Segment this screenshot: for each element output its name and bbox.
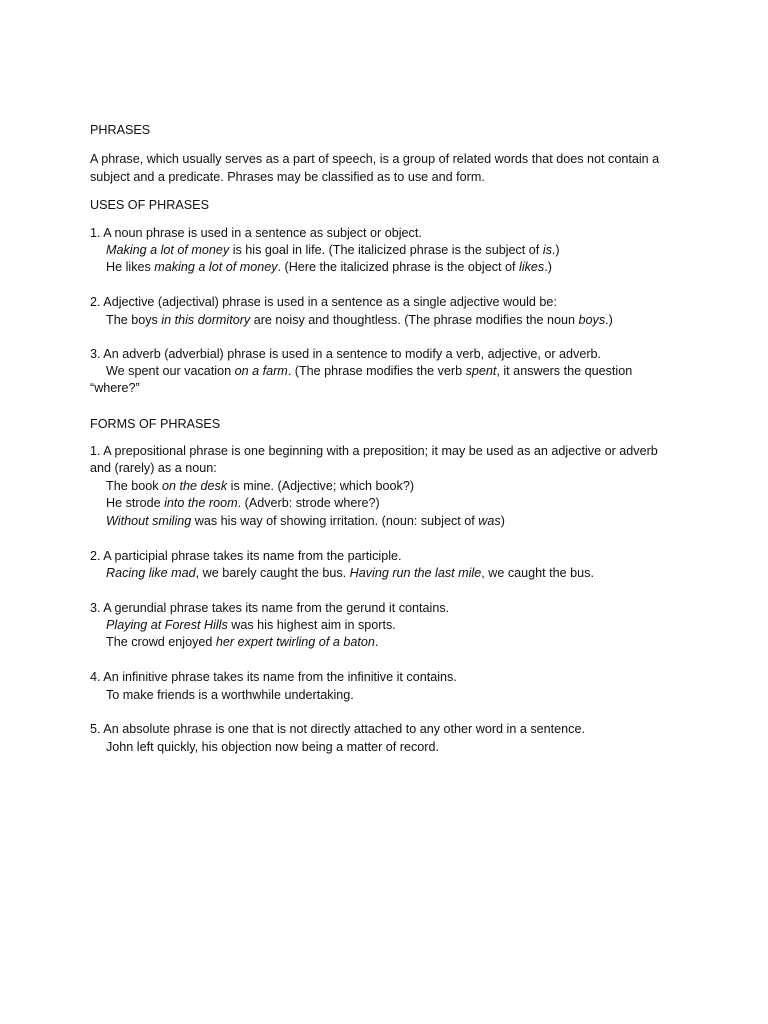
- uses-item-1-example-1: Making a lot of money is his goal in life. (The italicized phrase is the subject of is.): [106, 243, 560, 257]
- forms-item-4-example: To make friends is a worthwhile undertaking.: [106, 688, 354, 702]
- forms-item-2: 2. A participial phrase takes its name from the participle.: [90, 549, 402, 563]
- intro-line-2: subject and a predicate. Phrases may be classified as to use and form.: [90, 170, 485, 184]
- forms-item-4: 4. An infinitive phrase takes its name from the infinitive it contains.: [90, 670, 457, 684]
- forms-item-1-line-2: and (rarely) as a noun:: [90, 461, 217, 475]
- uses-item-3-example-cont: “where?”: [90, 381, 140, 395]
- uses-item-3: 3. An adverb (adverbial) phrase is used in a sentence to modify a verb, adjective, or adverb.: [90, 347, 602, 361]
- forms-item-3: 3. A gerundial phrase takes its name from the gerund it contains.: [90, 601, 450, 615]
- forms-item-1-example-2: He strode into the room. (Adverb: strode where?): [106, 496, 380, 510]
- forms-item-1-example-1: The book on the desk is mine. (Adjective; which book?): [106, 479, 415, 493]
- forms-item-1-line-1: 1. A prepositional phrase is one beginning with a preposition; it may be used as an adjective or adverb: [90, 444, 658, 458]
- uses-item-1: 1. A noun phrase is used in a sentence as subject or object.: [90, 226, 422, 240]
- uses-item-2-example: The boys in this dormitory are noisy and thoughtless. (The phrase modifies the noun boys.): [106, 313, 613, 327]
- forms-item-2-example: Racing like mad, we barely caught the bus. Having run the last mile, we caught the bus.: [106, 566, 594, 580]
- uses-heading: USES OF PHRASES: [90, 198, 209, 212]
- forms-item-5-example: John left quickly, his objection now being a matter of record.: [106, 740, 439, 754]
- intro-line-1: A phrase, which usually serves as a part of speech, is a group of related words that does not contain a: [90, 152, 660, 166]
- document-title: PHRASES: [90, 123, 151, 137]
- forms-item-3-example-2: The crowd enjoyed her expert twirling of a baton.: [106, 635, 379, 649]
- forms-item-3-example-1: Playing at Forest Hills was his highest aim in sports.: [106, 618, 396, 632]
- uses-item-1-example-2: He likes making a lot of money. (Here the italicized phrase is the object of likes.): [106, 260, 552, 274]
- forms-item-5: 5. An absolute phrase is one that is not directly attached to any other word in a sentence.: [90, 722, 585, 736]
- uses-item-3-example: We spent our vacation on a farm. (The phrase modifies the verb spent, it answers the question: [106, 364, 633, 378]
- forms-item-1-example-3: Without smiling was his way of showing irritation. (noun: subject of was): [106, 514, 505, 528]
- uses-item-2: 2. Adjective (adjectival) phrase is used in a sentence as a single adjective would be:: [90, 295, 557, 309]
- forms-heading: FORMS OF PHRASES: [90, 417, 221, 431]
